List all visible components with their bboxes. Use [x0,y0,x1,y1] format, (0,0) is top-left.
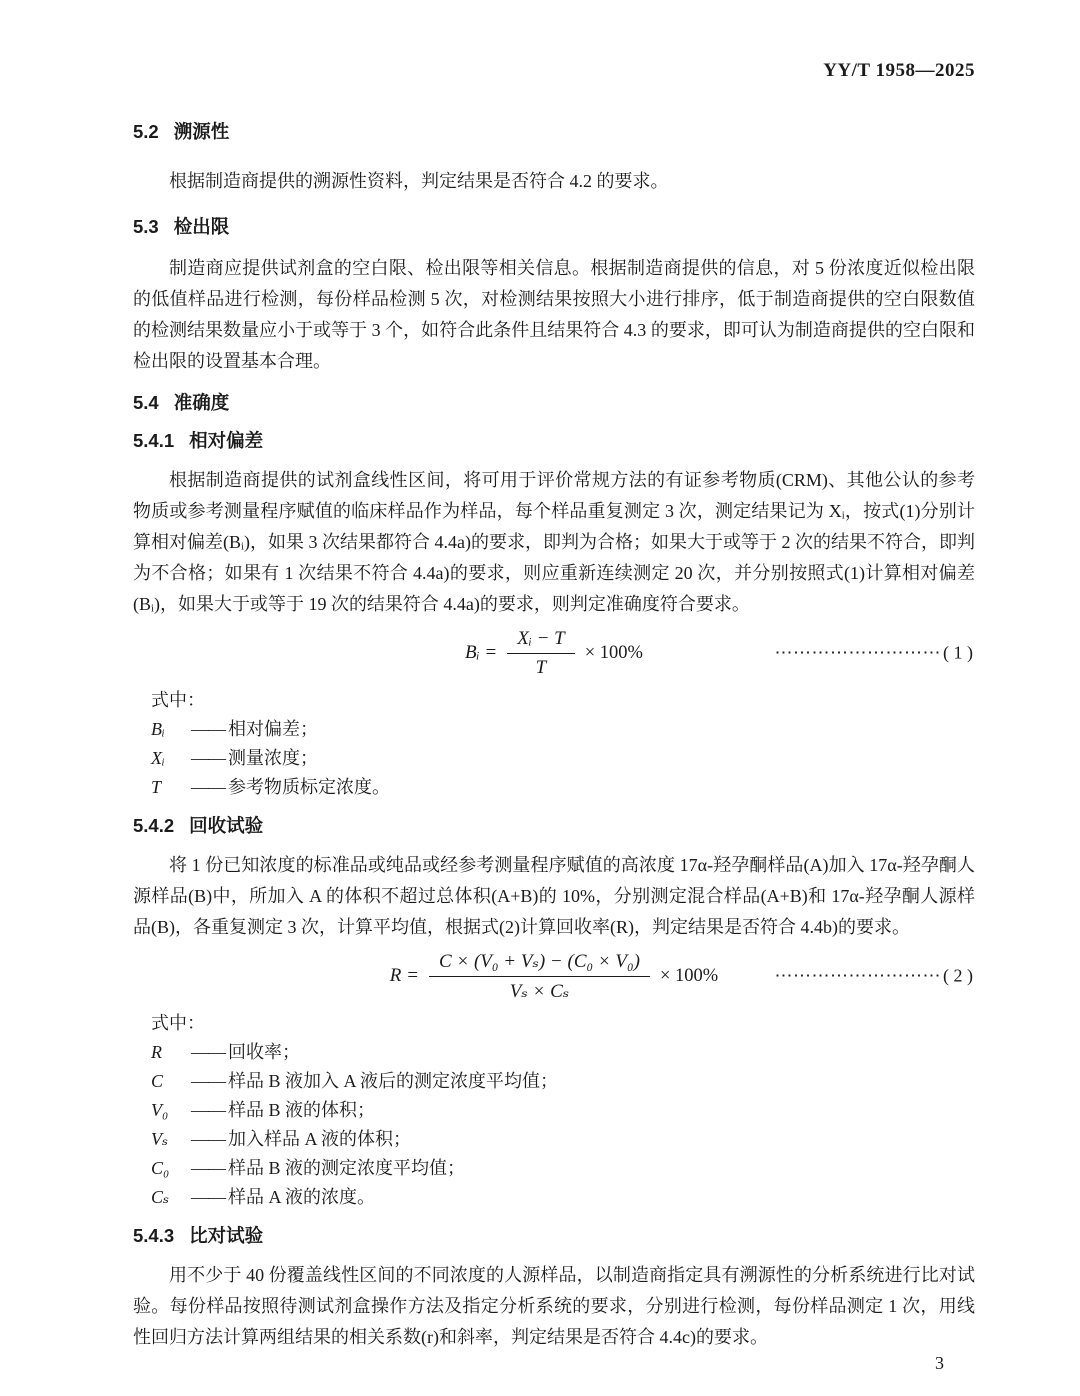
symbol: V₀ [151,1100,169,1120]
fraction-denominator: T [535,656,547,678]
paragraph-5-3: 制造商应提供试剂盒的空白限、检出限等相关信息。根据制造商提供的信息，对 5 份浓度近似检出限的低值样品进行检测，每份样品检测 5 次，对检测结果按照大小进行排序，低于制造商提供的空白限数值的检测结果数量应小于或等于 3 个，如符合此条件且结果符合 4.3 的要求，即可认为制造商提供的空白限和检出限的设置基本合理。 [133,258,975,371]
where-label: 式中： [151,1013,205,1033]
symbol-definition-row [133,1154,975,1183]
definition-dash: —— [191,719,225,739]
fraction-numerator: C × (V₀ + Vₛ) − (C₀ × V₀) [429,950,650,977]
section-number: 5.4.2 [133,815,175,836]
paragraph-5-2: 根据制造商提供的溯源性资料，判定结果是否符合 4.2 的要求。 [169,171,669,191]
symbol: Vₛ [151,1129,169,1149]
section-heading-5-2 [133,120,975,144]
symbol-definition-row [133,1038,975,1067]
definition-text: 加入样品 A 液的体积； [228,1129,412,1149]
symbol-definition-row [133,1067,975,1096]
section-number: 5.4.1 [133,430,175,451]
definition-dash: —— [191,748,225,768]
section-heading-5-4-1 [133,429,975,453]
symbol: Xᵢ [151,748,165,768]
formula-2 [133,947,975,1005]
equation-1-body [465,624,643,682]
section-title: 相对偏差 [189,430,264,451]
definition-text: 样品 B 液的体积； [228,1100,376,1120]
definition-dash: —— [191,1187,225,1207]
symbol: Cₛ [151,1187,170,1207]
definition-dash: —— [191,777,225,797]
definition-dash: —— [191,1071,225,1091]
definition-dash: —— [191,1100,225,1120]
section-title: 准确度 [173,392,230,413]
equation-multiplier: × 100% [584,642,643,663]
fraction-denominator: Vₛ × Cₛ [509,980,570,1002]
where-label: 式中： [151,690,205,710]
dots-leader-icon: ⋯⋯⋯⋯⋯⋯⋯⋯⋯ [774,965,941,986]
definition-text: 回收率； [228,1042,300,1062]
fraction [507,628,575,679]
symbol: R [151,1042,162,1062]
definition-text: 样品 B 液加入 A 液后的测定浓度平均值； [228,1071,559,1091]
section-number: 5.4.3 [133,1225,175,1246]
equation-lhs: Bᵢ = [465,642,498,663]
section-number: 5.3 [133,216,159,237]
doc-code: YY/T 1958—2025 [823,60,975,81]
section-title: 检出限 [173,216,230,237]
definition-text: 样品 B 液的测定浓度平均值； [228,1158,466,1178]
equation-multiplier: × 100% [659,965,719,986]
section-heading-5-4 [133,391,975,415]
paragraph-5-4-3: 用不少于 40 份覆盖线性区间的不同浓度的人源样品，以制造商指定具有溯源性的分析系统进行比对试验。每份样品按照待测试剂盒操作方法及指定分析系统的要求，分别进行检测，每份样品测定 1 次，用线性回归方法计算两组结果的相关系数(r)和斜率，判定结果是否符合 4.4c)的要求。 [133,1265,975,1347]
equation-lhs: R = [389,965,419,986]
symbol-definition-row [133,773,975,802]
section-title: 比对试验 [189,1225,264,1246]
section-number: 5.2 [133,121,159,142]
section-title: 回收试验 [189,815,264,836]
section-heading-5-3 [133,215,975,239]
dots-leader-icon: ⋯⋯⋯⋯⋯⋯⋯⋯⋯ [774,642,941,663]
formula-1 [133,624,975,682]
formula-number: ( 1 ) [943,642,973,663]
symbol: Bᵢ [151,719,165,739]
definition-text: 测量浓度； [228,748,318,768]
paragraph-5-4-2: 将 1 份已知浓度的标准品或纯品或经参考测量程序赋值的高浓度 17α-羟孕酮样品(A)加入 17α-羟孕酮人源样品(B)中，所加入 A 的体积不超过总体积(A+B)的 10%，分别测定混合样品(A+B)和 17α-羟孕酮人源样品(B)，各重复测定 3 次，计算平均值，根据式(2)计算回收率(R)，判定结果是否符合 4.4b)的要求。 [133,855,975,937]
definition-dash: —— [191,1158,225,1178]
section-title: 溯源性 [173,121,230,142]
fraction-numerator: Xᵢ − T [507,628,575,654]
formula-number: ( 2 ) [943,965,973,986]
section-number: 5.4 [133,392,159,413]
page-number: 3 [935,1353,944,1373]
symbol: C [151,1071,164,1091]
symbol-definition-row [133,1096,975,1125]
equation-2-body [390,947,718,1005]
definition-dash: —— [191,1042,225,1062]
symbol: T [151,777,162,797]
symbol-definition-row [133,715,975,744]
definition-dash: —— [191,1129,225,1149]
paragraph-5-4-1: 根据制造商提供的试剂盒线性区间，将可用于评价常规方法的有证参考物质(CRM)、其他公认的参考物质或参考测量程序赋值的临床样品作为样品，每个样品重复测定 3 次，测定结果记为 Xᵢ，按式(1)分别计算相对偏差(Bᵢ)，如果 3 次结果都符合 4.4a)的要求，即判为合格；如果大于或等于 2 次的结果不符合，即判为不合格；如果有 1 次结果不符合 4.4a)的要求，则应重新连续测定 20 次，并分别按照式(1)计算相对偏差(Bᵢ)，如果大于或等于 19 次的结果符合 4.4a)的要求，则判定准确度符合要求。 [133,470,975,614]
section-heading-5-4-3 [133,1224,975,1248]
symbol: C₀ [151,1158,170,1178]
symbol-definition-row [133,1125,975,1154]
equation-number-leader [775,643,974,664]
fraction [429,950,650,1003]
definition-text: 相对偏差； [228,719,318,739]
symbol-definition-row [133,744,975,773]
definition-text: 参考物质标定浓度。 [228,777,390,797]
section-heading-5-4-2 [133,814,975,838]
symbol-definition-row [133,1183,975,1212]
definition-text: 样品 A 液的浓度。 [228,1187,376,1207]
equation-number-leader [775,966,974,987]
